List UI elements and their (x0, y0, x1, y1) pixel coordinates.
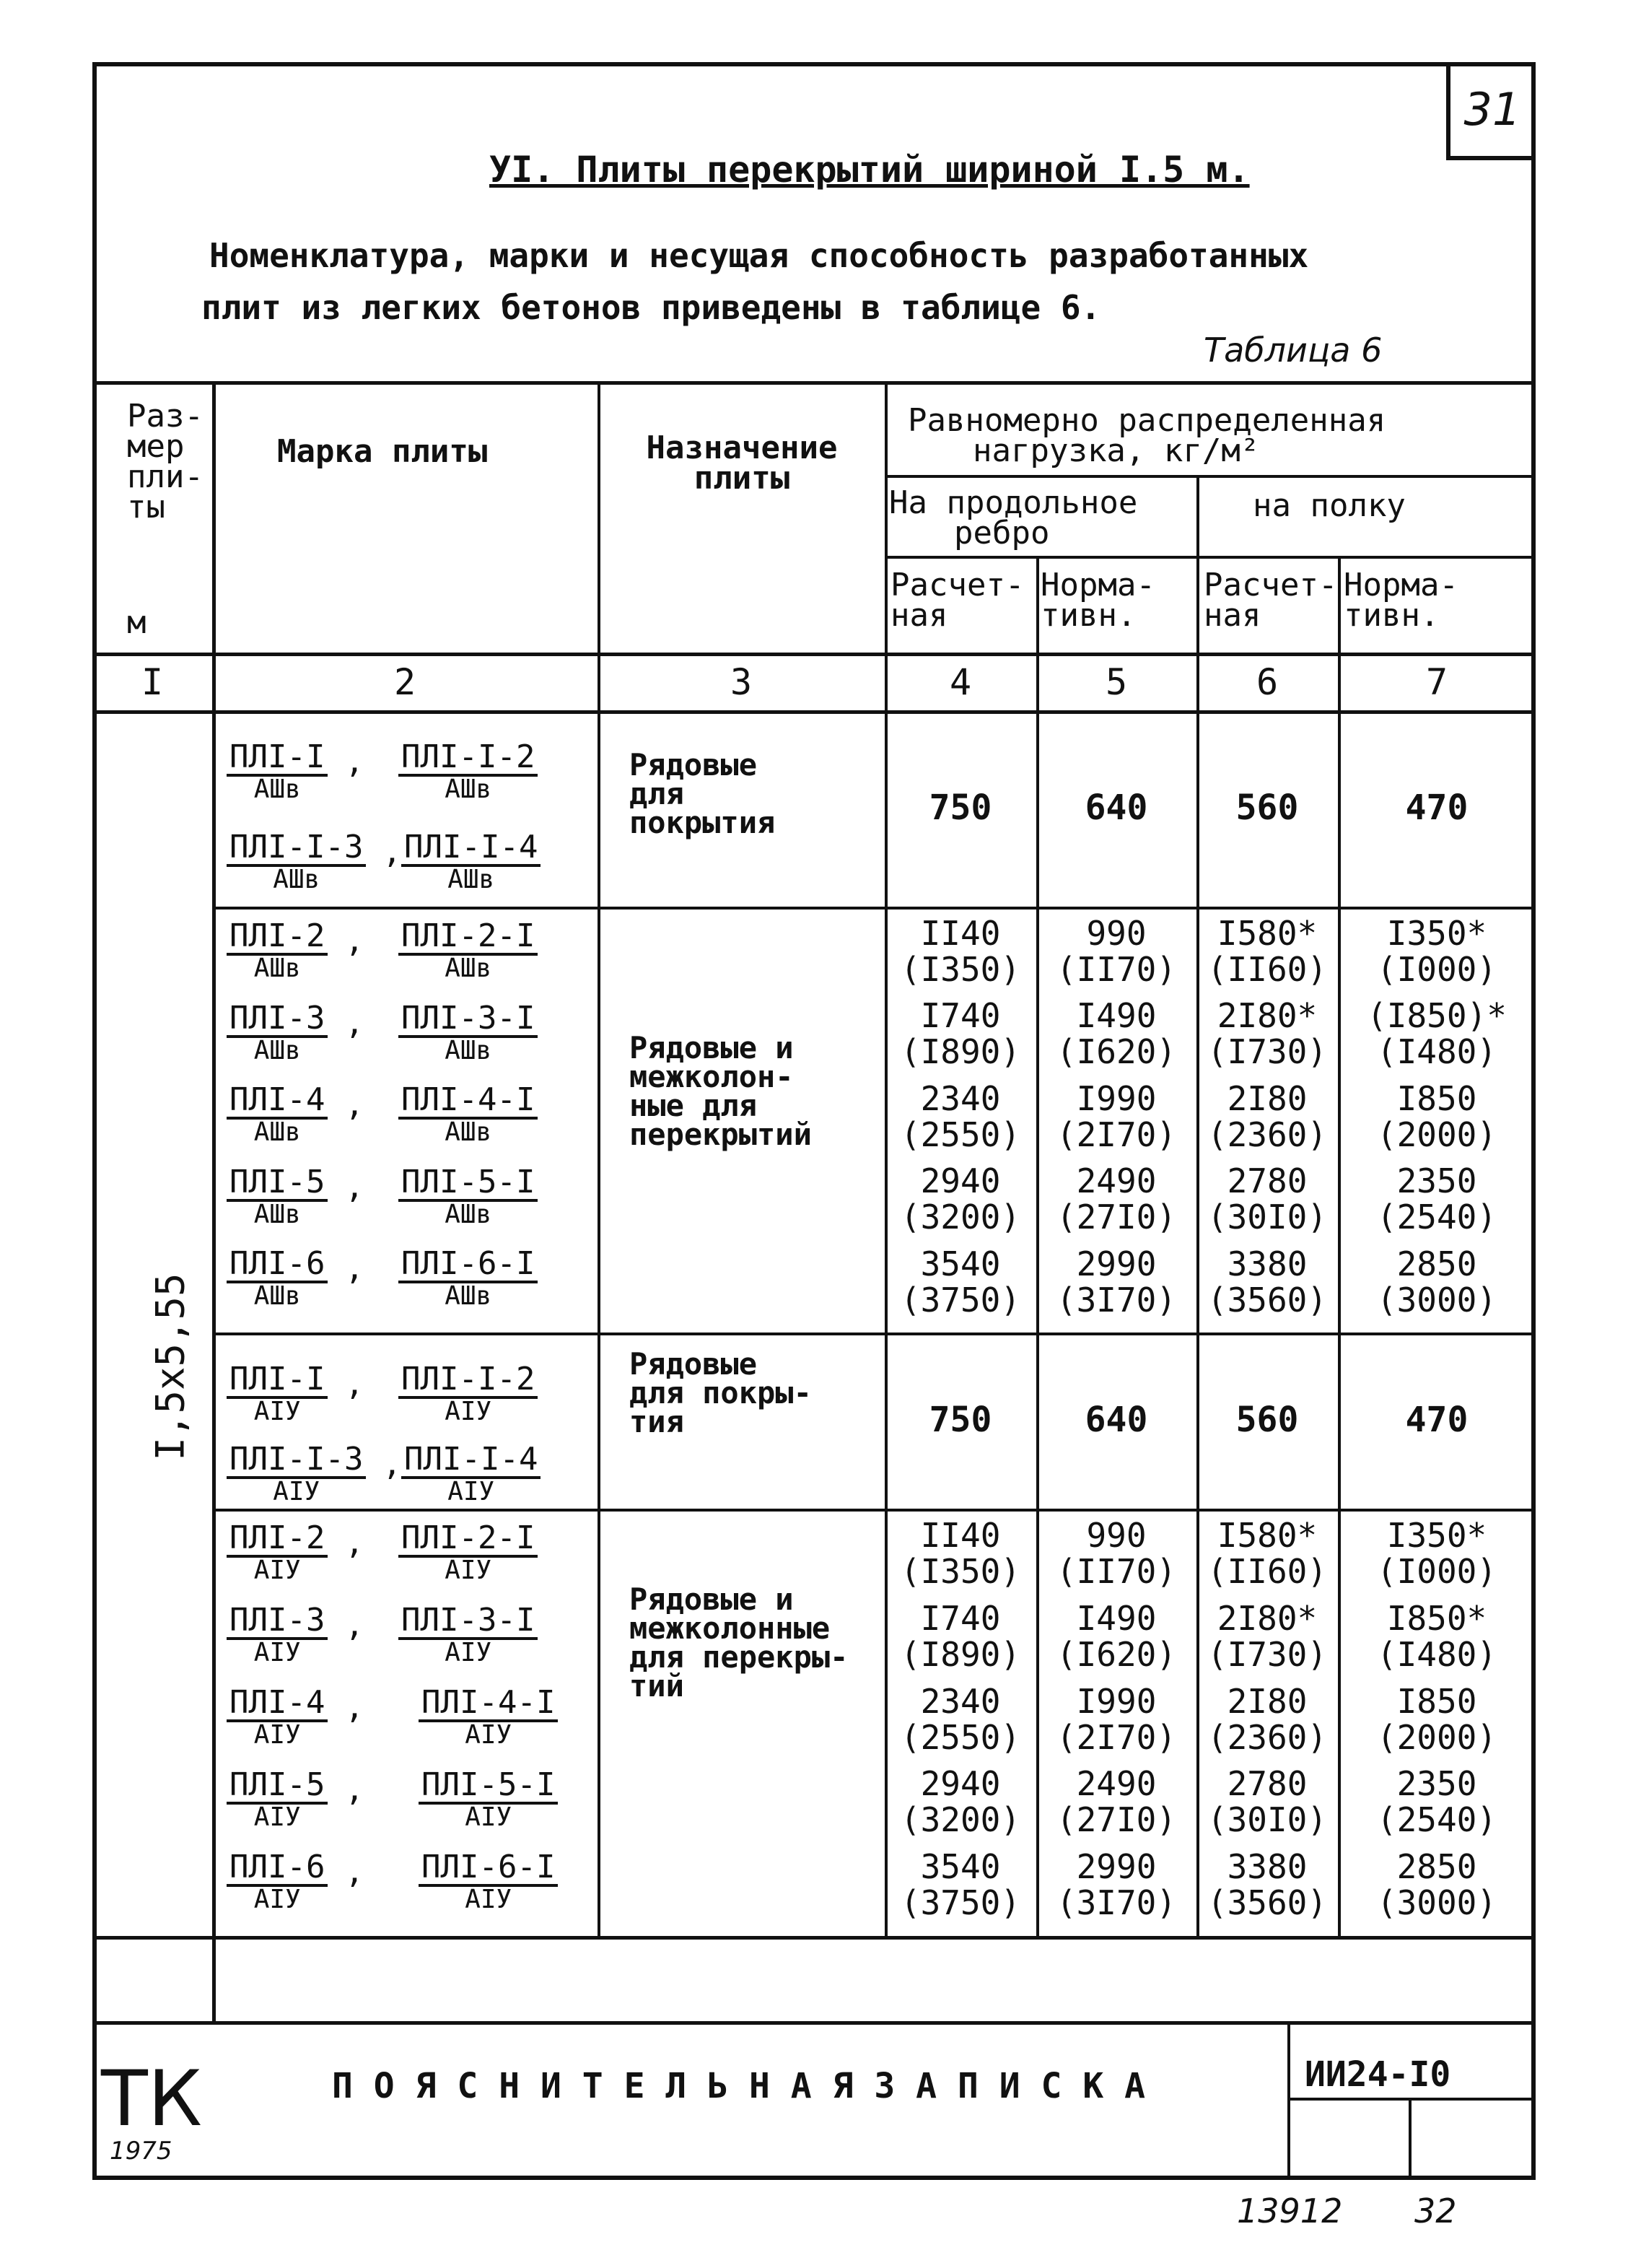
mark-g4-1 (227, 1519, 328, 1585)
purpose-g1 (629, 747, 776, 840)
header-rib-line-2: ребро (954, 515, 1050, 551)
mark-g3-3-reinforcement: АIУ (273, 1477, 320, 1506)
value-g4-r2-col6 (1196, 1600, 1338, 1672)
value-alt: (2540) (1376, 1198, 1497, 1237)
purpose-g1-line-1: Рядовые (629, 747, 758, 782)
mark-comma: , (345, 1004, 364, 1042)
footer-year: 1975 (110, 2137, 172, 2165)
value-g2-r4-col4 (885, 1163, 1036, 1235)
value-main: 3540 (920, 1244, 1001, 1283)
mark-g2-9-reinforcement: АШв (253, 1281, 301, 1312)
purpose-g4-line-3: для перекры- (629, 1639, 849, 1675)
value-g4-r3-col4 (885, 1683, 1036, 1755)
value-main: 990 (1086, 914, 1147, 953)
header-load-line-2: нагрузка, кг/м² (973, 432, 1260, 469)
value-main: 2350 (1396, 1161, 1477, 1201)
value-g3-col5: 640 (1085, 1400, 1148, 1440)
value-g1-col5: 640 (1085, 788, 1148, 828)
value-g2-r5-col6 (1196, 1246, 1338, 1318)
mark-g1-3-number: ПЛI-I-3 (227, 831, 366, 867)
header-load-group (908, 402, 1528, 469)
mark-g2-7-reinforcement: АШв (253, 1199, 301, 1229)
header-norm-shelf-1: Норма- (1344, 567, 1458, 603)
value-main: 2490 (1076, 1161, 1157, 1201)
header-size-line-2: мер (127, 428, 185, 465)
value-main: II40 (920, 914, 1001, 953)
value-alt: (3000) (1376, 1883, 1497, 1923)
header-size-line-4: ты (127, 489, 165, 525)
value-g2-r1-col6 (1196, 915, 1338, 987)
mark-g2-6 (398, 1083, 538, 1146)
value-g2-r3-col6 (1196, 1078, 1338, 1154)
col-number-2: 2 (393, 661, 416, 703)
value-main: I490 (1076, 996, 1157, 1036)
value-g2-r2-col7 (1338, 998, 1536, 1070)
value-alt: (3200) (900, 1198, 1021, 1237)
value-g4-r3-col5 (1036, 1683, 1196, 1755)
value-g2-r4-col5 (1036, 1163, 1196, 1235)
value-main: I580* (1217, 914, 1318, 953)
value-g2-r1-col4 (885, 915, 1036, 987)
mark-g4-1-number: ПЛI-2 (227, 1522, 328, 1558)
stamp-number: 13912 (1237, 2191, 1343, 2230)
mark-comma: , (345, 743, 364, 780)
value-g2-r1-col7 (1338, 915, 1536, 987)
value-alt: (2360) (1207, 1717, 1328, 1757)
purpose-g1-line-2: для (629, 776, 684, 811)
value-alt: (I730) (1207, 1634, 1328, 1674)
header-size-line-1: Раз- (127, 398, 204, 435)
mark-g3-4-reinforcement: АIУ (447, 1477, 495, 1506)
value-alt: (I350) (900, 950, 1021, 989)
mark-g4-3 (227, 1604, 328, 1666)
mark-comma: , (345, 923, 364, 959)
value-main: 2850 (1396, 1244, 1477, 1283)
section-title: УI. Плиты перекрытий шириной I.5 м. (489, 149, 1250, 191)
mark-g4-5 (227, 1686, 328, 1748)
mark-comma: , (345, 1771, 364, 1808)
value-alt: (I480) (1376, 1634, 1497, 1674)
value-alt: (3I70) (1056, 1883, 1177, 1923)
value-main: 990 (1086, 1516, 1147, 1555)
header-calc-rib (890, 567, 1025, 634)
value-alt: (2540) (1376, 1800, 1497, 1840)
value-main: 2I80* (1217, 1598, 1318, 1638)
value-g2-r1-col5 (1036, 915, 1196, 987)
mark-g2-7-number: ПЛI-5 (227, 1166, 328, 1202)
value-g1-col6: 560 (1235, 788, 1299, 828)
mark-g3-1-number: ПЛI-I (227, 1363, 328, 1399)
value-g4-r4-col7 (1338, 1766, 1536, 1838)
value-g4-r1-col4 (885, 1517, 1036, 1589)
value-alt: (2550) (900, 1717, 1021, 1757)
mark-g3-3 (227, 1443, 366, 1505)
mark-g3-2-number: ПЛI-I-2 (398, 1363, 538, 1399)
value-alt: (30I0) (1207, 1800, 1328, 1840)
value-main: 2490 (1076, 1764, 1157, 1804)
col-number-6: 6 (1256, 661, 1279, 703)
value-main: I850 (1396, 1078, 1477, 1118)
purpose-g2-line-4: перекрытий (629, 1117, 812, 1152)
value-main: 2940 (920, 1764, 1001, 1804)
value-g2-r2-col6 (1196, 998, 1338, 1070)
value-alt: (3200) (900, 1800, 1021, 1840)
mark-g4-10 (419, 1851, 558, 1913)
intro-line-2 (201, 282, 1308, 333)
mark-g2-10-reinforcement: АШв (445, 1281, 492, 1312)
value-alt: (I620) (1056, 1032, 1177, 1072)
value-g4-r4-col4 (885, 1766, 1036, 1838)
value-g3-col7: 470 (1405, 1400, 1469, 1440)
intro-line-1: Номенклатура, марки и несущая способность разработанных (209, 236, 1309, 275)
header-norm-rib-2: тивн. (1041, 597, 1137, 634)
mark-g2-5-number: ПЛI-4 (227, 1083, 328, 1120)
value-g4-r5-col6 (1196, 1849, 1338, 1921)
header-size-unit: м (127, 604, 146, 641)
mark-g4-6 (419, 1686, 558, 1748)
mark-g2-8-reinforcement: АШв (445, 1199, 492, 1229)
value-g4-r3-col7 (1338, 1683, 1536, 1755)
mark-g2-4-reinforcement: АШв (445, 1035, 492, 1065)
value-g1-col4: 750 (929, 788, 992, 828)
mark-comma: , (382, 834, 402, 871)
intro-line-2-text: плит из легких бетонов приведены в таблице 6. (201, 288, 1101, 327)
value-alt: (2I70) (1056, 1115, 1177, 1154)
mark-g2-5-reinforcement: АШв (253, 1117, 301, 1148)
value-alt: (3I70) (1056, 1280, 1177, 1320)
header-calc-shelf-1: Расчет- (1204, 567, 1338, 603)
mark-g2-8-number: ПЛI-5-I (398, 1166, 538, 1202)
mark-g2-1-number: ПЛI-2 (227, 920, 328, 956)
mark-g4-1-reinforcement: АIУ (253, 1556, 301, 1585)
mark-g1-4 (401, 831, 541, 893)
header-calc-shelf-2: ная (1204, 597, 1261, 634)
value-alt: (2000) (1376, 1717, 1497, 1757)
purpose-g4 (629, 1582, 849, 1704)
value-main: I850 (1396, 1681, 1477, 1721)
value-main: 2940 (920, 1161, 1001, 1201)
mark-g2-1-reinforcement: АШв (253, 954, 301, 983)
header-calc-rib-2: ная (890, 597, 948, 634)
value-main: 2990 (1076, 1244, 1157, 1283)
mark-g3-3-number: ПЛI-I-3 (227, 1443, 366, 1479)
header-purpose (634, 429, 850, 497)
mark-g4-7 (227, 1768, 328, 1831)
value-main: I990 (1076, 1078, 1157, 1118)
value-alt: (2360) (1207, 1115, 1328, 1154)
value-g2-r4-col6 (1196, 1163, 1338, 1235)
header-purpose-line-2: плиты (693, 460, 790, 497)
value-main: 2I80* (1217, 996, 1318, 1036)
mark-g3-4 (401, 1443, 541, 1505)
value-alt: (3750) (900, 1883, 1021, 1923)
tk-logo: ТК (101, 2054, 203, 2143)
purpose-g2-line-2: межколон- (629, 1059, 794, 1094)
value-alt: (27I0) (1056, 1800, 1177, 1840)
value-main: I350* (1386, 1516, 1487, 1555)
col-number-7: 7 (1425, 661, 1448, 703)
mark-g4-4 (398, 1604, 538, 1666)
footer-title (332, 2066, 1145, 2106)
value-alt: (27I0) (1056, 1198, 1177, 1237)
value-alt: (I000) (1376, 1552, 1497, 1591)
purpose-g3 (629, 1346, 812, 1439)
intro-paragraph (201, 230, 1309, 333)
mark-g3-4-number: ПЛI-I-4 (401, 1443, 541, 1479)
mark-g2-9-number: ПЛI-6 (227, 1247, 328, 1283)
mark-g3-1 (227, 1363, 328, 1425)
value-alt: (3560) (1207, 1280, 1328, 1320)
value-main: 2780 (1227, 1161, 1308, 1201)
footer-title-text: П О Я С Н И Т Е Л Ь Н А Я З А П И С К А (332, 2066, 1146, 2106)
mark-g2-6-reinforcement: АШв (445, 1117, 492, 1148)
mark-comma: , (345, 1607, 364, 1644)
mark-g1-4-reinforcement: АШв (447, 865, 495, 894)
col-number-5: 5 (1105, 661, 1128, 703)
mark-g2-4 (398, 999, 538, 1065)
page-number: 31 (1446, 62, 1534, 160)
mark-g4-2-number: ПЛI-2-I (398, 1522, 538, 1558)
value-alt: (I730) (1207, 1032, 1328, 1072)
mark-comma: , (345, 1086, 364, 1124)
value-main: 2350 (1396, 1764, 1477, 1804)
value-alt: (I890) (900, 1634, 1021, 1674)
mark-g1-1-reinforcement: АШв (253, 775, 301, 804)
mark-g1-3 (227, 831, 366, 893)
mark-comma: , (345, 1525, 364, 1561)
value-main: II40 (920, 1516, 1001, 1555)
mark-g2-7 (227, 1163, 328, 1229)
value-alt: (30I0) (1207, 1198, 1328, 1237)
mark-g3-2 (398, 1363, 538, 1425)
mark-g2-6-number: ПЛI-4-I (398, 1083, 538, 1120)
mark-g2-2-reinforcement: АШв (445, 954, 492, 983)
value-alt: (3000) (1376, 1280, 1497, 1320)
mark-g4-8-number: ПЛI-5-I (419, 1768, 558, 1805)
header-mark: Марка плиты (277, 433, 488, 470)
value-g4-r4-col5 (1036, 1766, 1196, 1838)
mark-g4-5-number: ПЛI-4 (227, 1686, 328, 1722)
mark-g3-1-reinforcement: АIУ (253, 1397, 301, 1426)
purpose-g1-line-3: покрытия (629, 805, 776, 840)
mark-g1-1 (227, 738, 328, 804)
value-g2-r5-col5 (1036, 1246, 1196, 1318)
mark-g2-10 (398, 1245, 538, 1312)
mark-g4-2-reinforcement: АIУ (445, 1556, 492, 1585)
value-main: (I850)* (1367, 996, 1507, 1036)
mark-g2-3 (227, 999, 328, 1065)
mark-comma: , (345, 1250, 364, 1288)
value-alt: (3750) (900, 1280, 1021, 1320)
value-g4-r1-col6 (1196, 1517, 1338, 1589)
value-main: 2I80 (1227, 1681, 1308, 1721)
value-g4-r2-col7 (1338, 1600, 1536, 1672)
mark-g1-2-reinforcement: АШв (445, 775, 492, 804)
mark-g4-2 (398, 1519, 538, 1585)
value-g4-r2-col4 (885, 1600, 1036, 1672)
value-alt: (II70) (1056, 1552, 1177, 1591)
mark-comma: , (345, 1854, 364, 1890)
value-g2-r4-col7 (1338, 1163, 1536, 1235)
value-g1-col7: 470 (1405, 788, 1469, 828)
value-main: I490 (1076, 1598, 1157, 1638)
header-size (127, 398, 204, 525)
value-main: 2990 (1076, 1847, 1157, 1887)
mark-comma: , (345, 1168, 364, 1205)
value-alt: (I480) (1376, 1032, 1497, 1072)
mark-g3-2-reinforcement: АIУ (445, 1397, 492, 1426)
col-number-3: 3 (730, 661, 753, 703)
value-alt: (I000) (1376, 950, 1497, 989)
purpose-g3-line-3: тия (629, 1404, 684, 1439)
mark-g4-9-number: ПЛI-6 (227, 1851, 328, 1887)
header-calc-shelf (1204, 567, 1338, 634)
header-norm-rib-1: Норма- (1041, 567, 1155, 603)
value-g2-r3-col7 (1338, 1078, 1536, 1154)
value-alt: (2550) (900, 1115, 1021, 1154)
mark-g1-2 (398, 738, 538, 804)
size-label: I,5х5,55 (147, 1273, 193, 1461)
mark-g2-3-number: ПЛI-3 (227, 1002, 328, 1038)
value-main: 3380 (1227, 1244, 1308, 1283)
mark-g4-10-number: ПЛI-6-I (419, 1851, 558, 1887)
value-alt: (II60) (1207, 1552, 1328, 1591)
stamp-sheet: 32 (1414, 2191, 1457, 2230)
value-main: 2340 (920, 1681, 1001, 1721)
purpose-g4-line-4: тий (629, 1668, 684, 1704)
mark-g2-2-number: ПЛI-2-I (398, 920, 538, 956)
header-calc-rib-1: Расчет- (890, 567, 1025, 603)
mark-g2-9 (227, 1245, 328, 1312)
mark-comma: , (345, 1366, 364, 1403)
mark-g4-9 (227, 1851, 328, 1913)
value-main: 2780 (1227, 1764, 1308, 1804)
value-g2-r5-col4 (885, 1246, 1036, 1318)
col-number-1: I (141, 661, 164, 703)
col-number-4: 4 (949, 661, 972, 703)
value-alt: (I890) (900, 1032, 1021, 1072)
header-shelf: на полку (1253, 487, 1406, 524)
header-size-line-3: пли- (127, 458, 204, 495)
header-norm-shelf-2: тивн. (1344, 597, 1440, 634)
value-alt: (I350) (900, 1552, 1021, 1591)
mark-g4-6-reinforcement: АIУ (465, 1720, 512, 1750)
value-g4-r1-col5 (1036, 1517, 1196, 1589)
mark-g2-5 (227, 1083, 328, 1146)
mark-g4-9-reinforcement: АIУ (253, 1885, 301, 1914)
purpose-g4-line-1: Рядовые и (629, 1582, 794, 1617)
value-g4-r2-col5 (1036, 1600, 1196, 1672)
mark-g4-8 (419, 1768, 558, 1831)
value-main: 2I80 (1227, 1078, 1308, 1118)
purpose-g4-line-2: межколонные (629, 1610, 831, 1646)
mark-g2-1 (227, 917, 328, 983)
value-g2-r5-col7 (1338, 1246, 1536, 1318)
value-g2-r2-col5 (1036, 998, 1196, 1070)
value-main: 2850 (1396, 1847, 1477, 1887)
mark-comma: , (345, 1689, 364, 1726)
value-main: 2340 (920, 1078, 1001, 1118)
purpose-g2-line-3: ные для (629, 1088, 758, 1123)
mark-g4-6-number: ПЛI-4-I (419, 1686, 558, 1722)
value-g4-r4-col6 (1196, 1766, 1338, 1838)
mark-g1-2-number: ПЛI-I-2 (398, 741, 538, 777)
document-code: ИИ24-I0 (1305, 2054, 1451, 2095)
value-g2-r3-col4 (885, 1078, 1036, 1154)
value-g2-r2-col4 (885, 998, 1036, 1070)
mark-comma: , (382, 1446, 402, 1483)
mark-g2-10-number: ПЛI-6-I (398, 1247, 538, 1283)
header-purpose-line-1: Назначение (646, 429, 838, 466)
header-norm-rib (1041, 567, 1155, 634)
value-main: I850* (1386, 1598, 1487, 1638)
header-load-line-1: Равномерно распределенная (908, 402, 1386, 439)
value-g4-r1-col7 (1338, 1517, 1536, 1589)
purpose-g2 (629, 1030, 812, 1152)
header-rib (889, 484, 1138, 551)
table-caption: Таблица 6 (1204, 331, 1383, 370)
value-main: 3380 (1227, 1847, 1308, 1887)
value-main: I580* (1217, 1516, 1318, 1555)
mark-g4-4-number: ПЛI-3-I (398, 1604, 538, 1640)
value-g4-r3-col6 (1196, 1683, 1338, 1755)
value-g2-r3-col5 (1036, 1078, 1196, 1154)
value-alt: (2I70) (1056, 1717, 1177, 1757)
mark-g4-5-reinforcement: АIУ (253, 1720, 301, 1750)
mark-g2-4-number: ПЛI-3-I (398, 1002, 538, 1038)
value-main: I740 (920, 996, 1001, 1036)
mark-g4-7-number: ПЛI-5 (227, 1768, 328, 1805)
mark-g2-3-reinforcement: АШв (253, 1035, 301, 1065)
value-alt: (2000) (1376, 1115, 1497, 1154)
value-g3-col4: 750 (929, 1400, 992, 1440)
value-alt: (II70) (1056, 950, 1177, 989)
value-main: 3540 (920, 1847, 1001, 1887)
mark-g1-1-number: ПЛI-I (227, 741, 328, 777)
mark-g4-3-reinforcement: АIУ (253, 1638, 301, 1667)
value-g4-r5-col7 (1338, 1849, 1536, 1921)
header-norm-shelf (1344, 567, 1458, 634)
mark-g1-4-number: ПЛI-I-4 (401, 831, 541, 867)
mark-g4-3-number: ПЛI-3 (227, 1604, 328, 1640)
value-alt: (3560) (1207, 1883, 1328, 1923)
mark-g4-7-reinforcement: АIУ (253, 1802, 301, 1832)
value-main: I740 (920, 1598, 1001, 1638)
mark-g4-10-reinforcement: АIУ (465, 1885, 512, 1914)
mark-g2-8 (398, 1163, 538, 1229)
value-main: I990 (1076, 1681, 1157, 1721)
mark-g2-2 (398, 917, 538, 983)
mark-g1-3-reinforcement: АШв (273, 865, 320, 894)
value-g4-r5-col4 (885, 1849, 1036, 1921)
value-g4-r5-col5 (1036, 1849, 1196, 1921)
value-alt: (II60) (1207, 950, 1328, 989)
header-rib-line-1: На продольное (889, 484, 1138, 521)
purpose-g3-line-1: Рядовые (629, 1346, 758, 1382)
purpose-g3-line-2: для покры- (629, 1375, 812, 1410)
mark-g4-8-reinforcement: АIУ (465, 1802, 512, 1832)
value-g3-col6: 560 (1235, 1400, 1299, 1440)
value-alt: (I620) (1056, 1634, 1177, 1674)
mark-g4-4-reinforcement: АIУ (445, 1638, 492, 1667)
value-main: I350* (1386, 914, 1487, 953)
purpose-g2-line-1: Рядовые и (629, 1030, 794, 1065)
